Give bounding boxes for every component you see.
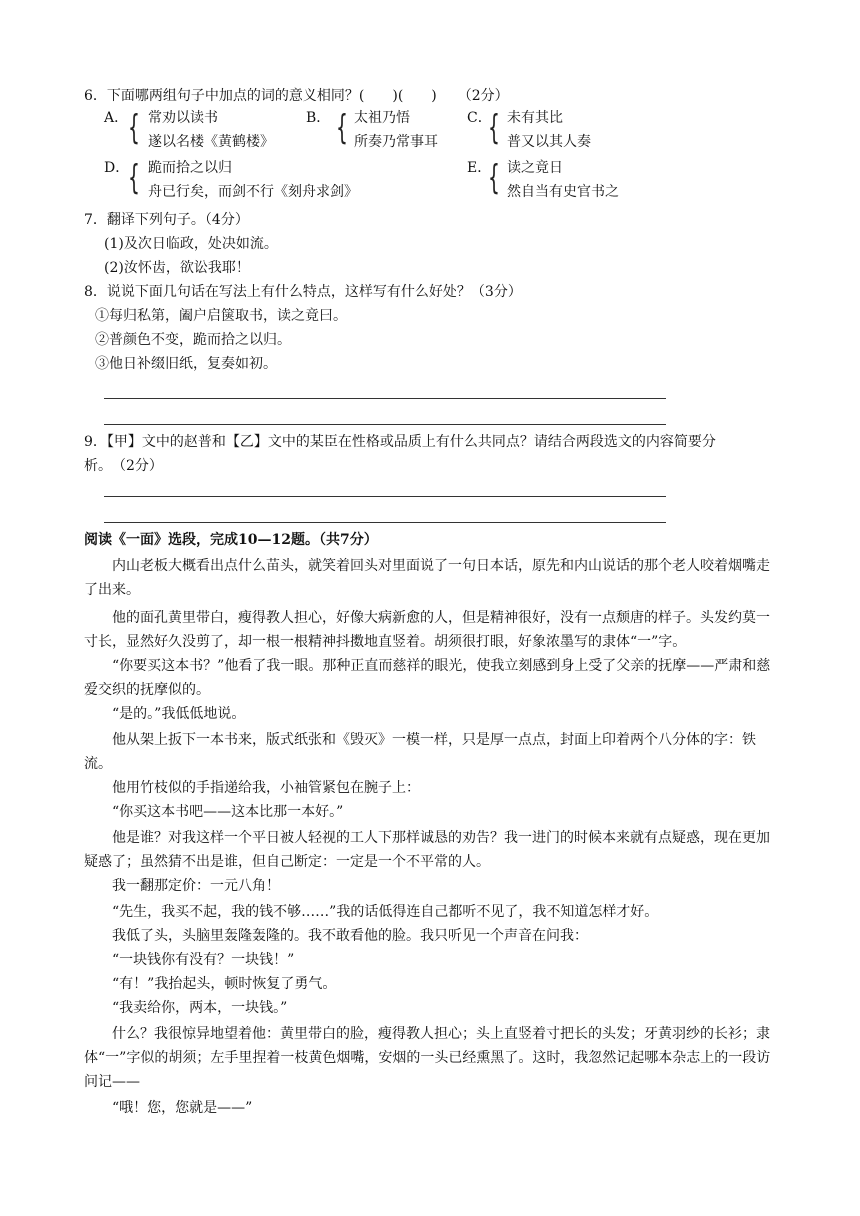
q7-item-2: (2)汝怀齿，欲讼我耶！ [104,260,250,276]
reading-paragraph: 什么？我很惊异地望着他：黄里带白的脸，瘦得教人担心；头上直竖着寸把长的头发；牙黄羽纱的长衫；隶体“一”字似的胡须；左手里捏着一枝黄色烟嘴，安烟的一头已经熏黑了。这时，我忽然记起哪本杂志上的一段访问记—— [84,1026,771,1090]
brace-icon: { [336,108,348,148]
q6-option-a-line2: 遂以名楼《黄鹤楼》 [148,134,274,150]
brace-icon: { [128,158,140,198]
reading-paragraph: 他从架上扳下一本书来，版式纸张和《毁灭》一模一样，只是厚一点点，封面上印着两个八分体的字：铁流。 [84,732,756,772]
q6-option-e-line2: 然自当有史官书之 [507,184,619,200]
q7-item-1: (1)及次日临政，处决如流。 [104,236,278,252]
reading-paragraph: “先生，我买不起，我的钱不够……”我的话低得连自己都听不见了，我不知道怎样才好。 [112,904,659,920]
q8-stem: 8．说说下面几句话在写法上有什么特点，这样写有什么好处？（3分） [84,284,522,300]
reading-paragraph: 他的面孔黄里带白，瘦得教人担心，好像大病新愈的人，但是精神很好，没有一点颓唐的样子。头发约莫一寸长，显然好久没剪了，却一根一根精神抖擞地直竖着。胡须很打眼，好象浓墨写的隶体“一”字。 [84,610,770,650]
q6-option-b-line2: 所奏乃常事耳 [354,134,438,150]
q6-option-e-line1: 读之竟日 [507,160,563,176]
reading-paragraph: “是的。”我低低地说。 [112,706,246,722]
reading-heading: 阅读《一面》选段，完成10—12题。（共7分） [84,532,378,548]
brace-icon: { [128,108,140,148]
answer-line[interactable] [104,398,666,399]
reading-paragraph: “哦！您，您就是——” [112,1100,253,1116]
answer-line[interactable] [104,496,666,497]
brace-icon: { [488,158,500,198]
q6-option-d-line2: 舟已行矣，而剑不行《刻舟求剑》 [148,184,358,200]
reading-paragraph: 内山老板大概看出点什么苗头，就笑着回头对里面说了一句日本话，原先和内山说话的那个老人咬着烟嘴走了出来。 [84,558,770,598]
q6-option-e-letter: E． [467,160,492,176]
reading-paragraph: 我低了头，头脑里轰隆轰隆的。我不敢看他的脸。我只听见一个声音在问我： [112,928,588,944]
reading-paragraph: “你要买这本书？”他看了我一眼。那种正直而慈祥的眼光，使我立刻感到身上受了父亲的抚摩——严肃和慈爱交织的抚摩似的。 [84,658,771,698]
reading-paragraph: “有！”我抬起头，顿时恢复了勇气。 [112,976,337,992]
brace-icon: { [488,108,500,148]
q7-stem: 7．翻译下列句子。（4分） [84,212,249,228]
reading-paragraph: “一块钱你有没有？一块钱！” [112,952,295,968]
reading-paragraph: “你买这本书吧——这本比那一本好。” [112,804,344,820]
q9-stem-line2: 析。 （2分） [84,458,163,474]
q6-option-c-line1: 未有其比 [507,110,563,126]
q6-option-a-letter: A． [104,110,129,126]
q9-stem-line1: 9．【甲】文中的赵普和【乙】文中的某臣在性格或品质上有什么共同点？请结合两段选文的内容简要分 [84,434,716,450]
q6-stem: 6．下面哪两组句子中加点的词的意义相同？( )( ) （2分） [84,88,509,104]
reading-paragraph: “我卖给你，两本，一块钱。” [112,1000,288,1016]
answer-line[interactable] [104,424,666,425]
q6-option-d-letter: D． [104,160,130,176]
q8-item-2: ②普颜色不变，跪而拾之以归。 [95,332,291,348]
q6-option-b-line1: 太祖乃悟 [354,110,410,126]
q8-item-3: ③他日补缀旧纸，复奏如初。 [95,356,277,372]
q8-item-1: ①每归私第，阖户启箧取书，读之竟曰。 [95,308,347,324]
q6-option-d-line1: 跪而拾之以归 [148,160,232,176]
q6-option-b-letter: B． [306,110,331,126]
q6-option-c-letter: C． [467,110,492,126]
reading-paragraph: 我一翻那定价：一元八角！ [112,878,280,894]
q6-option-c-line2: 普又以其人奏 [507,134,591,150]
reading-paragraph: 他是谁？对我这样一个平日被人轻视的工人下那样诚恳的劝告？我一进门的时候本来就有点疑惑，现在更加疑惑了；虽然猜不出是谁，但自己断定：一定是一个不平常的人。 [84,830,770,870]
reading-paragraph: 他用竹枝似的手指递给我，小袖管紧包在腕子上： [112,780,420,796]
answer-line[interactable] [104,522,666,523]
q6-option-a-line1: 常劝以读书 [148,110,218,126]
